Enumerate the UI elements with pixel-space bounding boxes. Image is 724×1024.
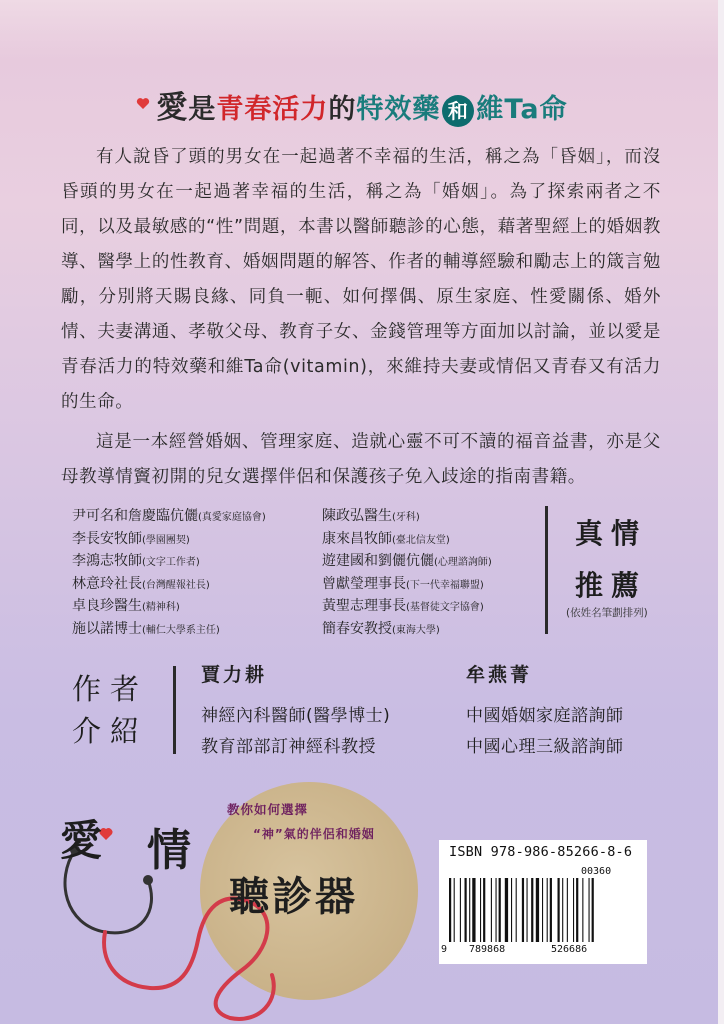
author-2-title-2: 中國心理三級諮詢師 bbox=[466, 737, 624, 757]
recommender-item: 尹可名和詹慶臨伉儷(真愛家庭協會) bbox=[72, 508, 266, 524]
recommender-item: 黃聖志理事長(基督徒文字協會) bbox=[322, 598, 484, 614]
headline-part3: 的 bbox=[328, 94, 357, 125]
author-1-name: 賈力耕 bbox=[201, 664, 268, 686]
recommender-item: 曾獻瑩理事長(下一代幸福聯盟) bbox=[322, 575, 484, 592]
top-shade bbox=[0, 0, 724, 60]
barcode-digit-first: 9 bbox=[441, 944, 448, 955]
recommender-item: 施以諾博士(輔仁大學系主任) bbox=[72, 620, 220, 637]
logo-ai: 愛 bbox=[60, 816, 103, 865]
headline-part4: 特效藥 bbox=[356, 94, 441, 125]
headline-part2: 青春活力 bbox=[216, 94, 329, 125]
intro-paragraph-2: 這是一本經營婚姻、管理家庭、造就心靈不可不讀的福音益書，亦是父母教導情竇初開的兒女選擇伴侶和保護孩子免入歧途的指南書籍。 bbox=[61, 432, 661, 487]
recommender-item: 卓良珍醫生(精神科) bbox=[72, 598, 180, 614]
isbn-number: ISBN 978-986-85266-8-6 bbox=[449, 844, 633, 860]
recommender-item: 李鴻志牧師(文字工作者) bbox=[72, 553, 200, 569]
recommender-list-left bbox=[72, 506, 332, 641]
page-edge bbox=[718, 0, 724, 1024]
tagline-1: 教你如何選擇 bbox=[227, 802, 309, 817]
author-2-title-1: 中國婚姻家庭諮詢師 bbox=[466, 706, 624, 726]
recommender-list-right bbox=[322, 506, 552, 641]
recommender-item: 李長安牧師(學園團契) bbox=[72, 530, 190, 547]
headline-he-badge: 和 bbox=[442, 95, 474, 127]
heart-icon bbox=[136, 97, 150, 110]
barcode-digits-end: 526686 bbox=[551, 944, 588, 955]
barcode-digits-mid: 789868 bbox=[469, 944, 506, 955]
authors-divider bbox=[173, 666, 176, 754]
recommend-title: 真情 推薦 bbox=[575, 517, 648, 602]
recommender-item: 林意玲社長(台灣醒報社長) bbox=[72, 575, 210, 592]
author-2 bbox=[466, 660, 624, 763]
recommend-note: (依姓名筆劃排列) bbox=[566, 607, 648, 619]
headline-ai: 愛 bbox=[156, 90, 189, 126]
recommender-item: 陳政弘醫生(牙科) bbox=[322, 508, 420, 524]
intro-text bbox=[61, 140, 661, 495]
tagline-2: “神”氣的伴侶和婚姻 bbox=[253, 827, 375, 841]
headline-part1: 是 bbox=[188, 94, 217, 125]
author-1-title-1: 神經內科醫師(醫學博士) bbox=[201, 706, 391, 726]
isbn-barcode bbox=[439, 840, 647, 964]
barcode-bars bbox=[447, 878, 639, 942]
logo-qing: 情 bbox=[147, 825, 191, 876]
headline-part5: 維Ta命 bbox=[476, 94, 568, 125]
author-2-name: 牟燕菁 bbox=[466, 664, 533, 686]
recommend-divider bbox=[545, 506, 548, 634]
intro-paragraph-1: 有人說昏了頭的男女在一起過著不幸福的生活，稱之為「昏姻」，而沒昏頭的男女在一起過著幸福的生活，稱之為「婚姻」。為了探索兩者之不同，以及最敏感的“性”問題，本書以醫師聽診的心態，藉著聖經上的婚姻教導、醫學上的性教育、婚姻問題的解答、作者的輔導經驗和勵志上的箴言勉勵，分別將天賜良緣、同負一軛、如何擇偶、原生家庭、性愛關係、婚外情、夫妻溝通、孝敬父母、教育子女、金錢管理等方面加以討論，並以愛是青春活力的特效藥和維Ta命(vitamin)，來維持夫妻或情侶又青春又有活力的生命。 bbox=[61, 147, 661, 412]
author-1 bbox=[201, 660, 390, 763]
recommender-item: 簡春安教授(東海大學) bbox=[322, 620, 440, 637]
logo-tingzhenqi: 聽診器 bbox=[229, 873, 358, 920]
recommender-item: 遊建國和劉儷伉儷(心理諮詢師) bbox=[322, 553, 492, 569]
recommender-item: 康來昌牧師(臺北信友堂) bbox=[322, 530, 450, 547]
price-code: 00360 bbox=[581, 866, 612, 877]
author-1-title-2: 教育部部訂神經科教授 bbox=[201, 737, 376, 757]
headline bbox=[0, 82, 724, 127]
authors-title: 作者 介紹 bbox=[72, 672, 149, 748]
